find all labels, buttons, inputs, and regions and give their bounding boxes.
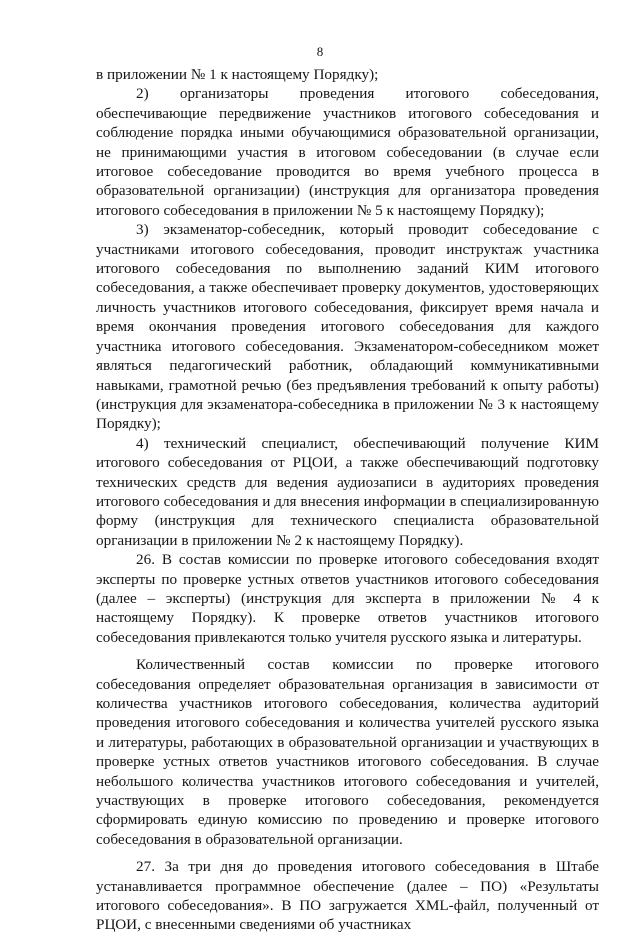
paragraph-item-4-technical-specialist: 4) технический специалист, обеспечивающий получение КИМ итогового собеседования от РЦОИ, а также обеспечивающий подготовку технических средств для ведения аудиозаписи в аудиториях проведения итогового собеседования и для внесения информации в специализированную форму (инструкция для технического специалиста образовательной организации в приложении № 2 к настоящему Порядку).: [96, 434, 599, 549]
page-number: 8: [316, 44, 324, 59]
paragraph-clause-27: 27. За три дня до проведения итогового собеседования в Штабе устанавливается программное обеспечение (далее – ПО) «Результаты итогового собеседования». В ПО загружается XML-файл, полученный от РЦОИ, с внесенными сведениями об участниках: [96, 858, 599, 934]
paragraph-appendix-1: в приложении № 1 к настоящему Порядку);: [96, 66, 379, 83]
document-body: [96, 65, 599, 935]
paragraph-clause-26: 26. В состав комиссии по проверке итогового собеседования входят эксперты по проверке устных ответов участников итогового собеседования (далее – эксперты) (инструкция для эксперта в приложении № 4 к настоящему Порядку). К проверке ответов участников итогового собеседования привлекаются только учителя русского языка и литературы.: [96, 551, 599, 646]
paragraph-item-3-examiner: 3) экзаменатор-собеседник, который проводит собеседование с участниками итогового собеседования, проводит инструктаж участника итогового собеседования по выполнению заданий КИМ итогового собеседования, а также обеспечивает проверку документов, удостоверяющих личность участников итогового собеседования, фиксирует время начала и время окончания проведения итогового собеседования для каждого участника итогового собеседования. Экзаменатором-собеседником может являться педагогический работник, обладающий коммуникативными навыками, грамотной речью (без предъявления требований к опыту работы) (инструкция для экзаменатора-собеседника в приложении № 3 к настоящему Порядку);: [96, 221, 599, 433]
paragraph-item-2-organizers: 2) организаторы проведения итогового собеседования, обеспечивающие передвижение участников итогового собеседования и соблюдение порядка иными обучающимися образовательной организации, не принимающими участия в итоговом собеседовании (в случае если итоговое собеседование проводится во время учебного процесса в образовательной организации) (инструкция для организатора проведения итогового собеседования в приложении № 5 к настоящему Порядку);: [96, 85, 599, 219]
paragraph-commission-composition: Количественный состав комиссии по проверке итогового собеседования определяет образовательная организация в зависимости от количества участников итогового собеседования, количества аудиторий проведения итогового собеседования и количества учителей русского языка и литературы, работающих в образовательной организации и участвующих в проверке устных ответов участников итогового собеседования. В случае небольшого количества участников итогового собеседования и учителей, участвующих в проверке итогового собеседования, рекомендуется сформировать единую комиссию по проведению и проверке итогового собеседования в образовательной организации.: [96, 656, 599, 848]
